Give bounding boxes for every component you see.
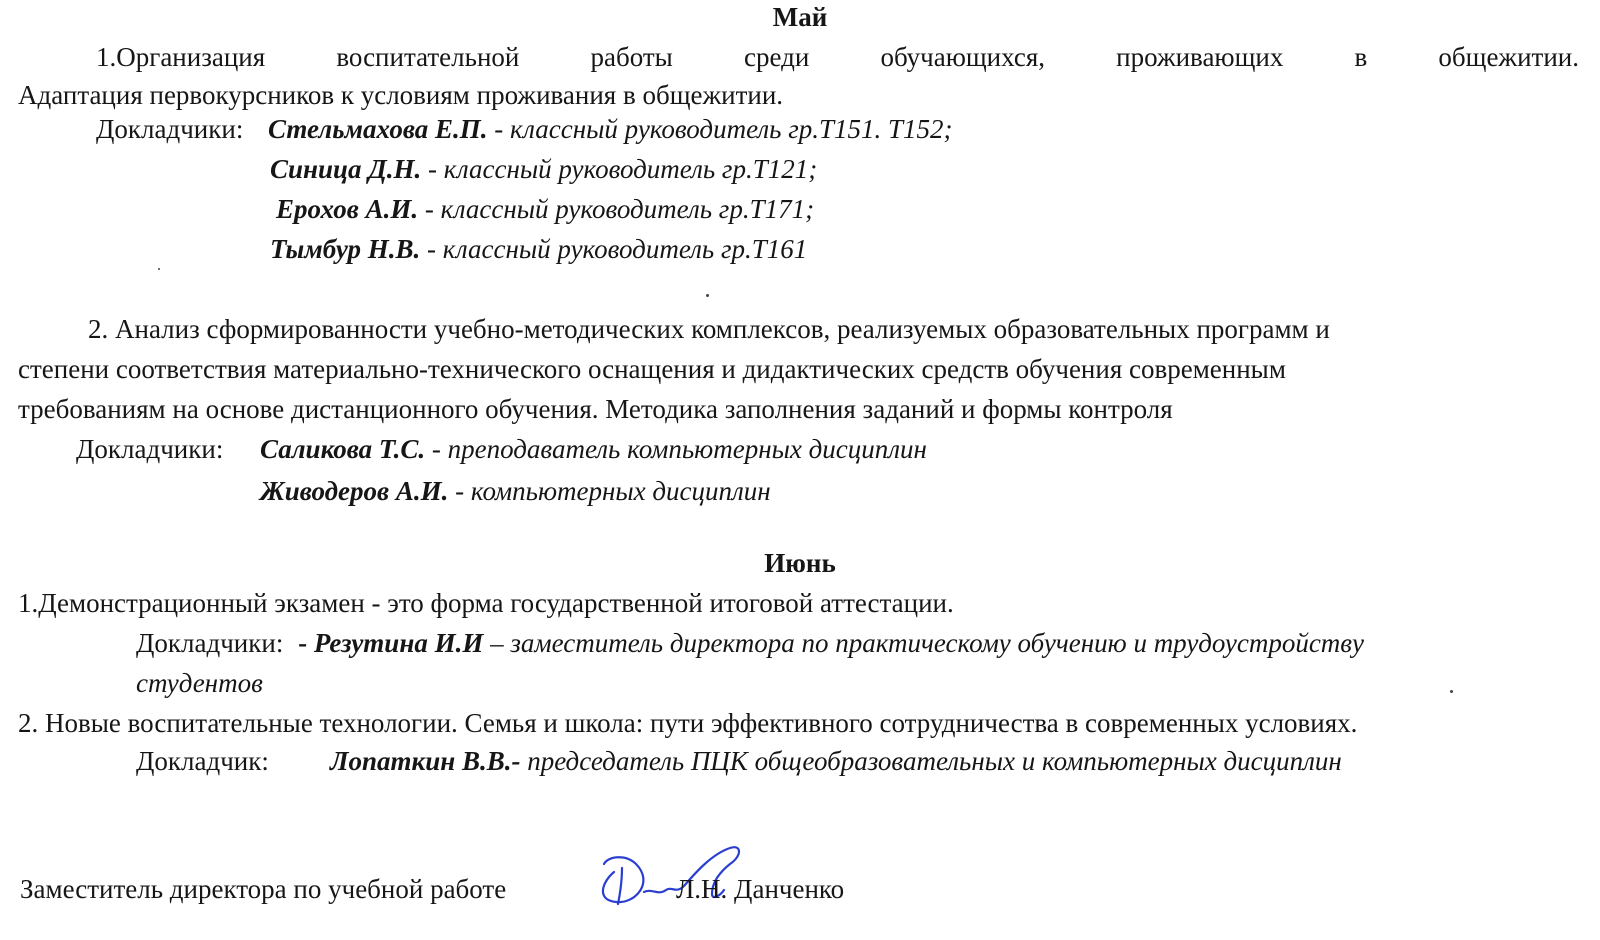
may-item2-speaker-2 [260, 478, 771, 505]
may-item1-speaker-3 [276, 196, 814, 223]
may-item1-speaker-4 [270, 236, 807, 263]
may-item1-speaker-2 [270, 156, 817, 183]
june-item2-speaker-label: Докладчик: [136, 746, 269, 776]
speaker-role: - классный руководитель гр.Т171; [424, 194, 815, 224]
may-item2-line1: 2. Анализ сформированности учебно-методических комплексов, реализуемых образовательных программ и [88, 314, 1330, 344]
may-item2-line3: требованиям на основе дистанционного обучения. Методика заполнения заданий и формы контроля [18, 394, 1173, 424]
may-item1-line1: 1.Организация воспитательной работы среди обучающихся, проживающих в общежитии. [96, 42, 1579, 72]
june-item2-speaker [330, 748, 1342, 775]
speaker-role: - компьютерных дисциплин [455, 476, 771, 506]
may-item1-speaker-1 [268, 116, 953, 143]
scan-speck [158, 268, 160, 270]
may-item2-speaker-1 [260, 436, 927, 463]
footer-position: Заместитель директора по учебной работе [20, 874, 507, 904]
speaker-name: Саликова Т.С. [260, 434, 426, 464]
speaker-role: - преподаватель компьютерных дисциплин [431, 434, 927, 464]
may-item2-line2: степени соответствия материально-технического оснащения и дидактических средств обучения современным [18, 354, 1286, 384]
heading-june: Июнь [764, 548, 836, 578]
speaker-role: – заместитель директора по практическому обучению и трудоустройству [490, 628, 1365, 658]
speaker-name: Тымбур Н.В. [270, 234, 421, 264]
speaker-role: - классный руководитель гр.Т151. Т152; [494, 114, 953, 144]
scan-speck [706, 294, 709, 297]
speaker-name: Живодеров А.И. [260, 476, 449, 506]
june-item1-speaker-role-cont: студентов [136, 668, 263, 698]
speaker-dash: - [298, 628, 308, 658]
speaker-role: - классный руководитель гр.Т161 [427, 234, 808, 264]
speaker-role: - классный руководитель гр.Т121; [428, 154, 818, 184]
may-item1-line2: Адаптация первокурсников к условиям проживания в общежитии. [18, 80, 784, 110]
heading-may: Май [772, 2, 828, 32]
june-item1-speaker [136, 630, 1364, 657]
footer-name: Л.Н. Данченко [676, 874, 845, 904]
may-item1-speakers-label: Докладчики: [96, 114, 244, 144]
june-item2-line1: 2. Новые воспитательные технологии. Семья и школа: пути эффективного сотрудничества в современных условиях. [18, 708, 1358, 738]
speaker-name: Лопаткин В.В.- [330, 746, 521, 776]
speaker-name: Резутина И.И [313, 628, 484, 658]
speaker-name: Стельмахова Е.П. [268, 114, 488, 144]
scan-speck [1450, 690, 1453, 693]
speaker-role: председатель ПЦК общеобразовательных и компьютерных дисциплин [527, 746, 1342, 776]
speaker-name: Синица Д.Н. [270, 154, 422, 184]
may-item2-speakers-label: Докладчики: [76, 434, 224, 464]
speaker-name: Ерохов А.И. [276, 194, 419, 224]
speakers-label: Докладчики: [136, 628, 284, 658]
june-item1-line1: 1.Демонстрационный экзамен - это форма государственной итоговой аттестации. [18, 588, 954, 618]
